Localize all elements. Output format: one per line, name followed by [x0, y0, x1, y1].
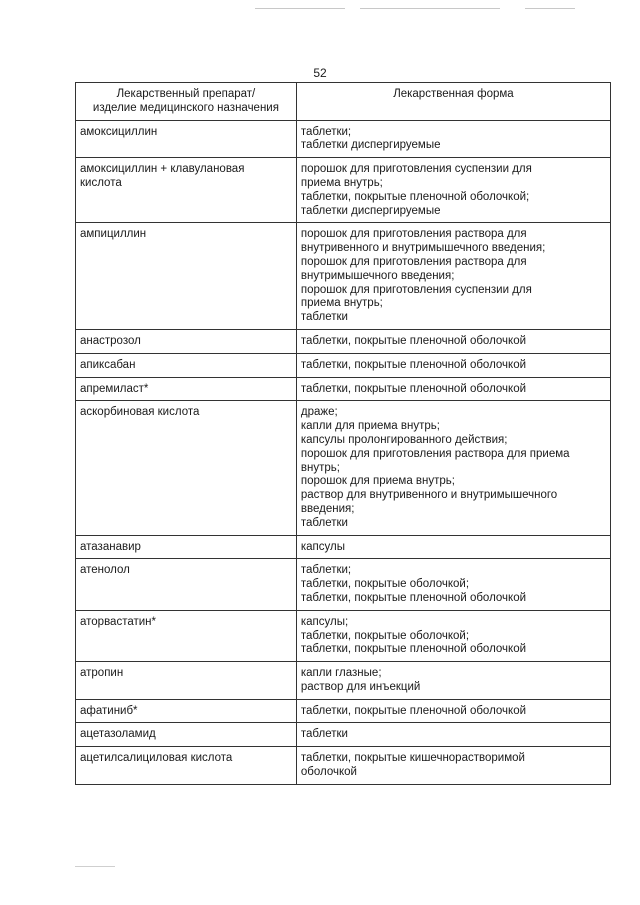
scan-artifact-bottom [75, 866, 115, 867]
scan-artifact-top [360, 8, 500, 9]
dosage-form: порошок для приготовления суспензии для приема внутрь; таблетки, покрытые пленочной оболочкой; таблетки диспергируемые [300, 163, 532, 217]
drug-name: амоксициллин + клавулановая кислота [80, 163, 245, 189]
dosage-form: таблетки, покрытые пленочной оболочкой [300, 358, 527, 371]
dosage-form-cell [296, 699, 610, 723]
table-header-row [76, 83, 611, 121]
drug-name-cell [76, 610, 297, 661]
drug-name: апремиласт* [80, 382, 149, 395]
dosage-form-cell [296, 329, 610, 353]
dosage-form: таблетки; таблетки, покрытые оболочкой; таблетки, покрытые пленочной оболочкой [300, 564, 527, 604]
dosage-form-cell [296, 662, 610, 700]
dosage-form: таблетки; таблетки диспергируемые [300, 125, 441, 152]
drug-name: аторвастатин* [80, 615, 156, 628]
drug-name: анастрозол [80, 334, 141, 347]
drug-name-cell [76, 723, 297, 747]
table-row [76, 559, 611, 610]
table-row [76, 329, 611, 353]
dosage-form: капсулы; таблетки, покрытые оболочкой; таблетки, покрытые пленочной оболочкой [300, 615, 527, 656]
dosage-form-cell [296, 353, 610, 377]
dosage-form: капсулы [300, 540, 346, 553]
table-body [76, 120, 611, 784]
drug-name-cell [76, 535, 297, 559]
dosage-form: таблетки, покрытые пленочной оболочкой [300, 382, 527, 395]
table-row [76, 699, 611, 723]
table-row [76, 223, 611, 330]
dosage-form-cell [296, 120, 610, 158]
table-row [76, 353, 611, 377]
drug-name-cell [76, 120, 297, 158]
drug-name-cell [76, 158, 297, 223]
drug-name-cell [76, 559, 297, 610]
drug-name-cell [76, 699, 297, 723]
table-row [76, 377, 611, 401]
drug-name: ацетазоламид [80, 728, 156, 741]
table-row [76, 120, 611, 158]
dosage-form: таблетки, покрытые пленочной оболочкой [300, 704, 527, 717]
table-row [76, 535, 611, 559]
drug-name: ампициллин [80, 228, 147, 241]
drug-name-cell [76, 377, 297, 401]
drug-name-cell [76, 329, 297, 353]
dosage-form-cell [296, 610, 610, 661]
dosage-form: порошок для приготовления раствора для внутривенного и внутримышечного введения; порошок для приготовления раствора для внутримышечного введения; порошок для приготовления суспензии для приема внутрь; таблетки [300, 228, 546, 324]
drug-table [75, 82, 611, 785]
dosage-form-cell [296, 559, 610, 610]
dosage-form: таблетки [300, 728, 348, 741]
drug-name: аскорбиновая кислота [80, 406, 200, 419]
table-row [76, 723, 611, 747]
dosage-form-cell [296, 377, 610, 401]
drug-name: атропин [80, 667, 124, 680]
dosage-form-cell [296, 401, 610, 535]
drug-name-cell [76, 662, 297, 700]
dosage-form: капли глазные; раствор для инъекций [300, 667, 421, 693]
header-drug: Лекарственный препарат/ изделие медицинского назначения [76, 83, 297, 121]
drug-name-cell [76, 353, 297, 377]
drug-name: афатиниб* [80, 704, 138, 717]
scan-artifact-top [525, 8, 575, 9]
drug-name-cell [76, 223, 297, 330]
table-row [76, 662, 611, 700]
table-row [76, 158, 611, 223]
drug-name: атенолол [80, 564, 130, 577]
drug-name: амоксициллин [80, 125, 158, 138]
dosage-form: таблетки, покрытые пленочной оболочкой [300, 334, 527, 347]
page-number: 52 [313, 66, 327, 80]
table-row [76, 610, 611, 661]
dosage-form-cell [296, 535, 610, 559]
drug-name: атазанавир [80, 540, 141, 553]
dosage-form-cell [296, 747, 610, 785]
dosage-form: драже; капли для приема внутрь; капсулы пролонгированного действия; порошок для приготовления раствора для приема внутрь; порошок для приема внутрь; раствор для внутривенного и внутримышечного введения; таблетки [300, 406, 570, 529]
drug-name-cell [76, 747, 297, 785]
table-row [76, 747, 611, 785]
drug-name-cell [76, 401, 297, 535]
drug-name: апиксабан [80, 358, 136, 371]
drug-name: ацетилсалициловая кислота [80, 752, 233, 765]
dosage-form-cell [296, 723, 610, 747]
dosage-form-cell [296, 223, 610, 330]
scan-artifact-top [255, 8, 345, 9]
dosage-form: таблетки, покрытые кишечнорастворимой оболочкой [300, 752, 525, 779]
header-form: Лекарственная форма [296, 83, 610, 121]
dosage-form-cell [296, 158, 610, 223]
table-row [76, 401, 611, 535]
